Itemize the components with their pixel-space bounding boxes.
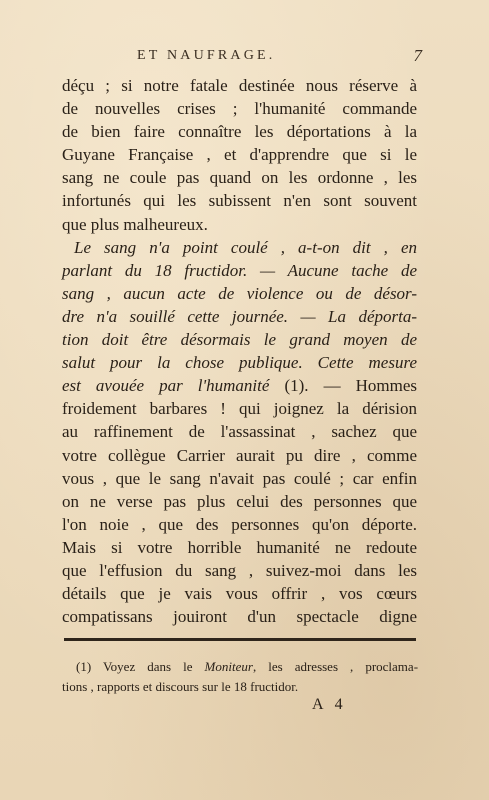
text-line: sang , aucun acte de violence ou de désor-: [62, 283, 417, 303]
text-line: détails que je vais vous offrir , vos cœurs: [62, 584, 417, 604]
text-line: sang ne coule pas quand on les ordonne , les: [62, 168, 417, 188]
text-line: salut pour la chose publique. Cette mesure: [62, 353, 417, 373]
page-number: 7: [413, 46, 422, 65]
text-line: compatissans jouiront d'un spectacle digne: [62, 607, 417, 627]
body-text: [62, 74, 417, 628]
text-line: [62, 374, 417, 397]
footnote-rest: , les adresses , proclama-: [252, 659, 419, 674]
text-line: que plus malheureux.: [62, 214, 208, 234]
signature-mark: A 4: [312, 696, 347, 713]
text-line: infortunés qui les subissent n'en sont souvent: [62, 191, 417, 211]
text-line: dre n'a souillé cette journée. — La déporta-: [62, 306, 417, 326]
text-line: parlant du 18 fructidor. — Aucune tache de: [62, 260, 417, 280]
text-line: que l'effusion du sang , suivez-moi dans les: [62, 560, 417, 580]
page-header: [62, 44, 422, 68]
text-roman: (1). — Hommes: [284, 376, 417, 396]
text-line: Guyane Française , et d'apprendre que si le: [62, 145, 417, 165]
text-line: au raffinement de l'assassinat , sachez que: [62, 422, 417, 442]
footnote-divider: [64, 638, 416, 641]
text-line: tion doit être désormais le grand moyen de: [62, 330, 417, 350]
footnote-prefix: (1) Voyez dans le: [76, 659, 193, 674]
text-italic: est avouée par l'humanité: [62, 376, 270, 396]
running-head: ET NAUFRAGE.: [137, 48, 276, 63]
text-line: de nouvelles crises ; l'humanité commande: [62, 99, 417, 119]
footnote-line: [62, 657, 418, 677]
footnote-line: tions , rapports et discours sur le 18 fructidor.: [62, 679, 299, 694]
footnote-italic: Moniteur: [204, 659, 253, 674]
text-line: on ne verse pas plus celui des personnes que: [62, 491, 417, 511]
footnote: [62, 657, 418, 697]
text-line: froidement barbares ! qui joignez la dérision: [62, 399, 417, 419]
text-line: déçu ; si notre fatale destinée nous réserve à: [62, 76, 417, 95]
text-line: l'on noie , que des personnes qu'on déporte.: [62, 514, 417, 534]
text-line: de bien faire connaître les déportations à la: [62, 122, 417, 142]
text-line: vous , que le sang n'avait pas coulé ; car enfin: [62, 468, 417, 488]
text-line: Le sang n'a point coulé , a-t-on dit , en: [74, 237, 417, 257]
text-line: votre collègue Carrier aurait pu dire , comme: [62, 445, 417, 465]
text-line: Mais si votre horrible humanité ne redoute: [62, 537, 417, 557]
